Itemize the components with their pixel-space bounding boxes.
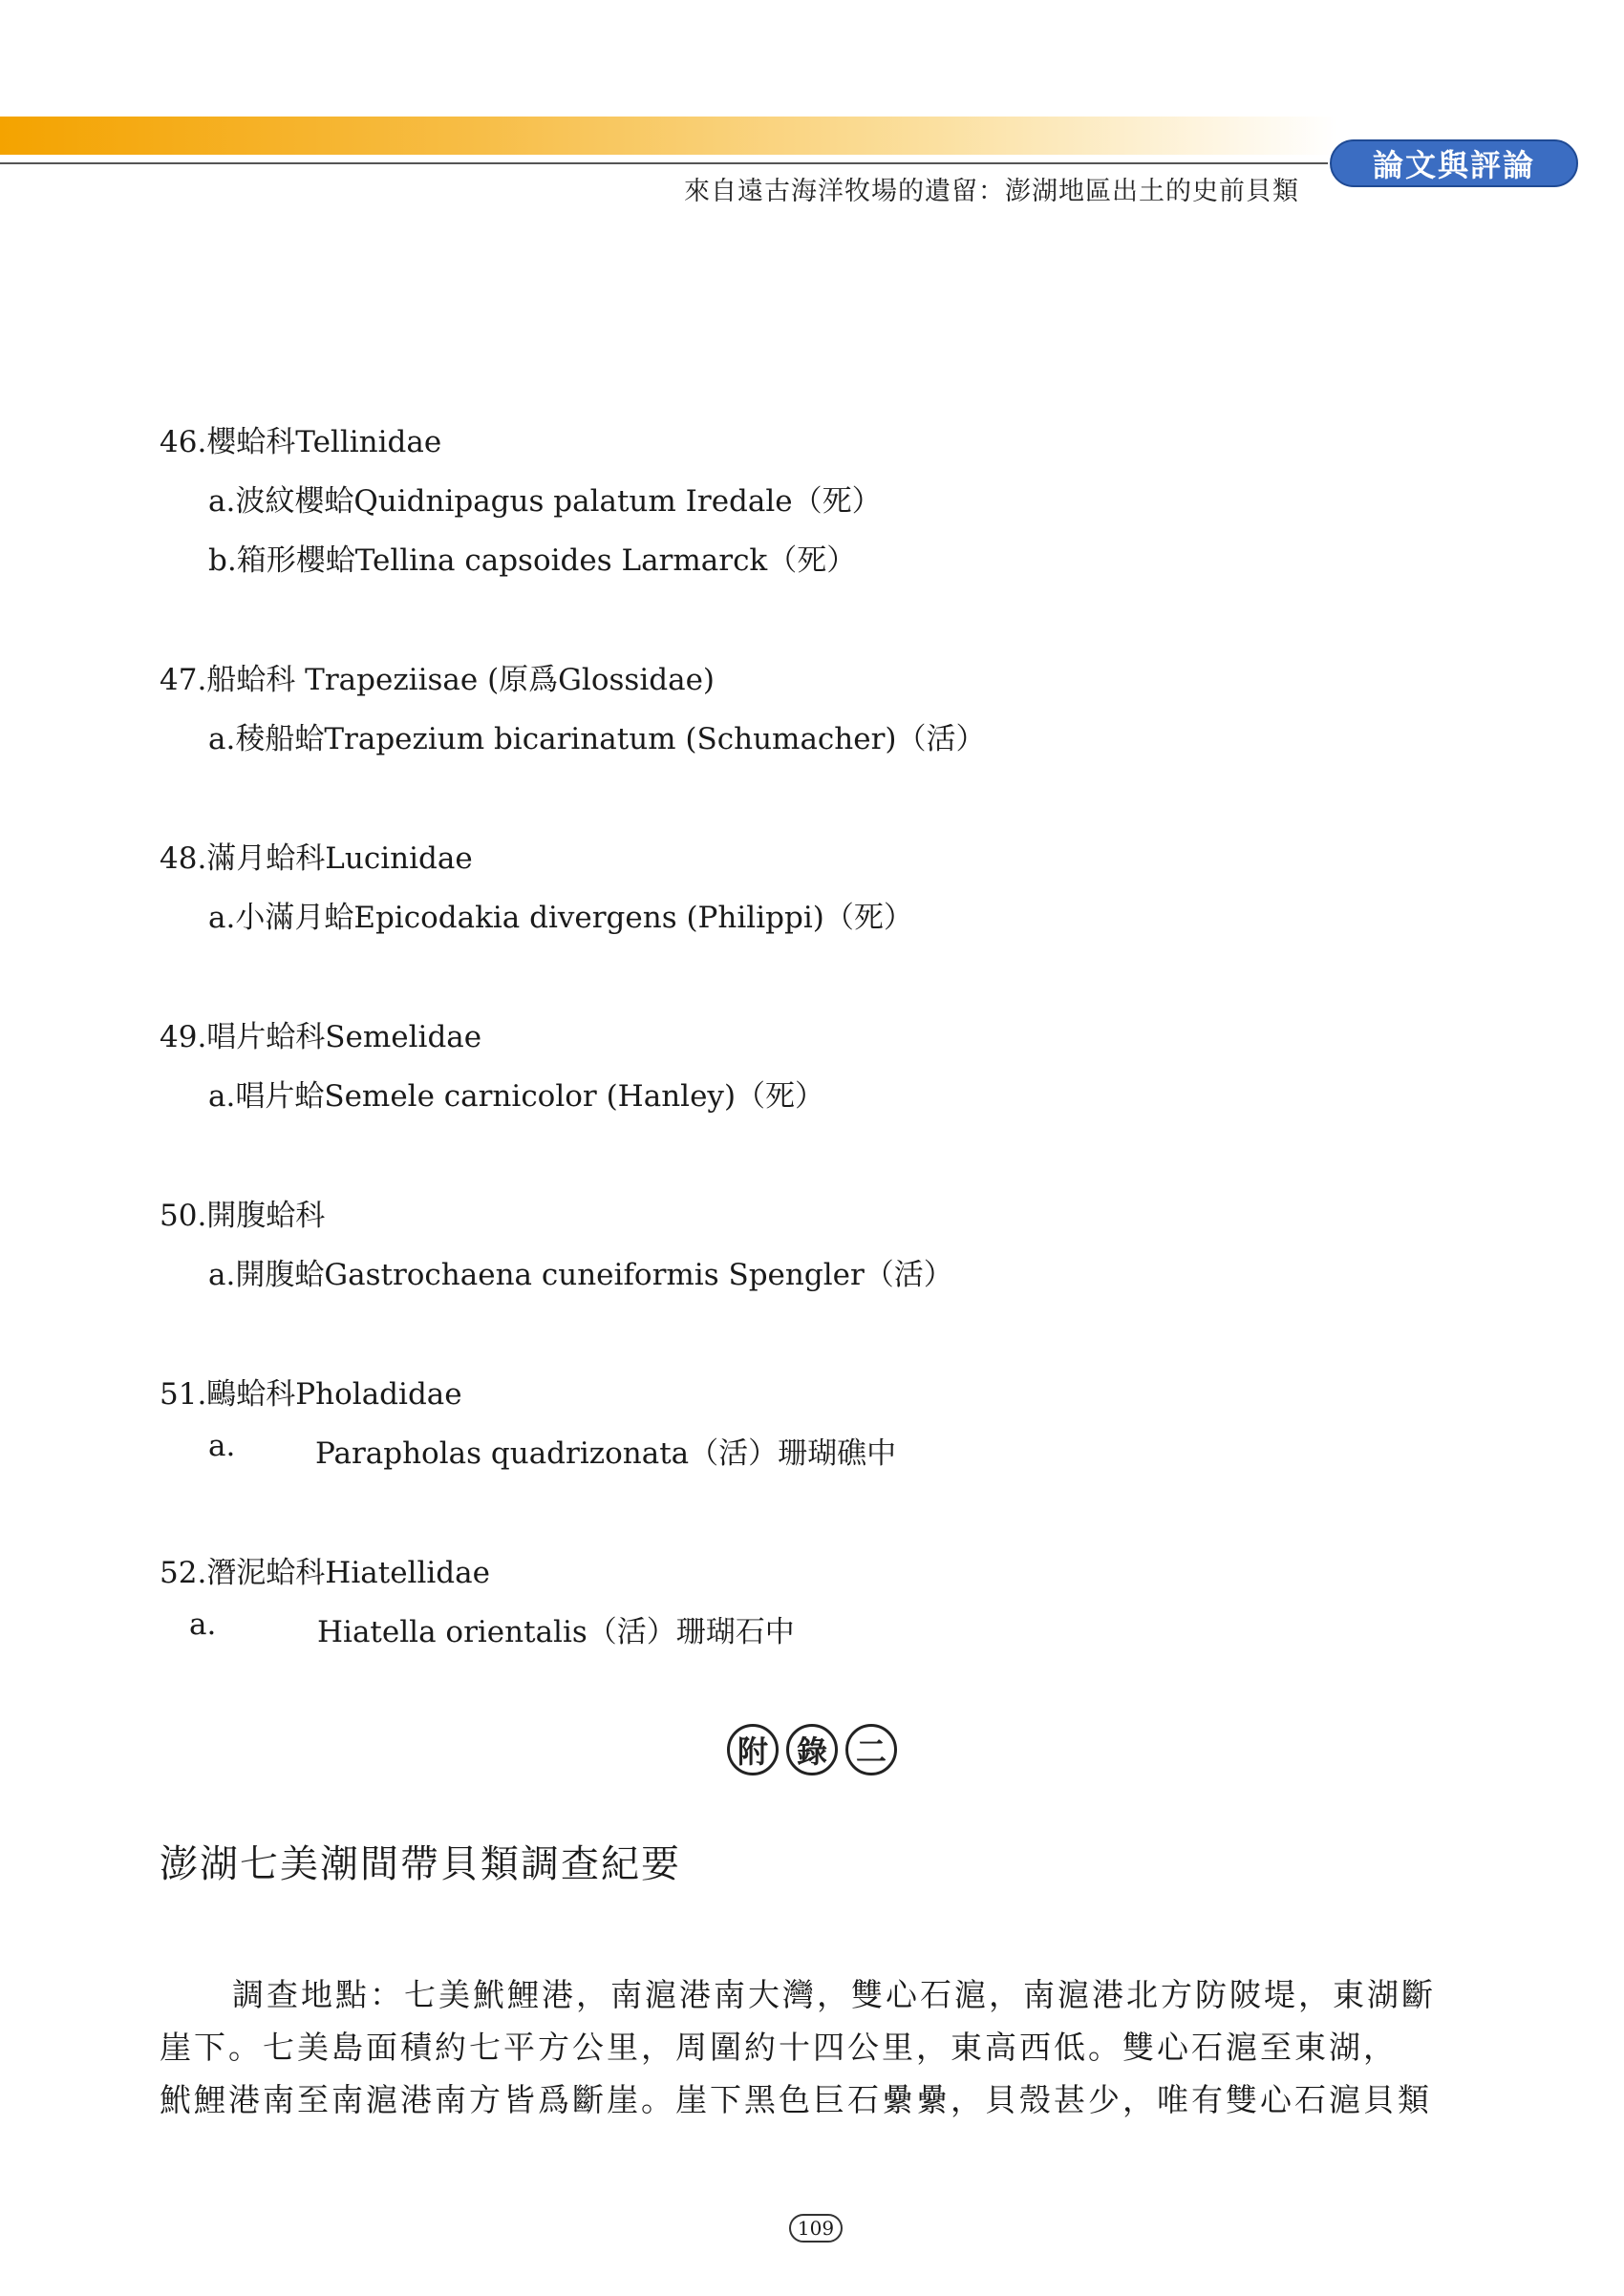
- section-badge: 論文與評論: [1330, 139, 1578, 187]
- appendix-char: 錄: [786, 1724, 838, 1775]
- species-entry: a.唱片蛤Semele carnicolor (Hanley)（死）: [208, 1079, 825, 1114]
- family-heading-50: 50.開腹蛤科: [160, 1199, 326, 1233]
- species-entry: a.稜船蛤Trapezium bicarinatum (Schumacher)（活）: [208, 722, 986, 756]
- species-entry: Parapholas quadrizonata（活）珊瑚礁中: [315, 1436, 897, 1471]
- family-heading-47: 47.船蛤科 Trapeziisae (原爲Glossidae): [160, 663, 716, 697]
- species-marker: a.: [208, 1429, 236, 1463]
- paragraph-line: 鮘鯉港南至南滬港南方皆爲斷崖。崖下黑色巨石纍纍，貝殼甚少，唯有雙心石滬貝類: [160, 2081, 1432, 2118]
- appendix-char: 附: [727, 1724, 779, 1775]
- species-entry: b.箱形櫻蛤Tellina capsoides Larmarck（死）: [208, 543, 857, 578]
- family-heading-46: 46.櫻蛤科Tellinidae: [160, 425, 442, 459]
- section-title: 澎湖七美潮間帶貝類調查紀要: [160, 1842, 681, 1886]
- species-entry: a.波紋櫻蛤Quidnipagus palatum Iredale（死）: [208, 484, 882, 519]
- species-entry: a.小滿月蛤Epicodakia divergens (Philippi)（死）: [208, 901, 913, 935]
- family-heading-52: 52.潛泥蛤科Hiatellidae: [160, 1556, 490, 1590]
- species-marker: a.: [189, 1607, 217, 1642]
- header-rule: [0, 162, 1328, 164]
- paragraph-line: 調查地點：七美鮘鯉港，南滬港南大灣，雙心石滬，南滬港北方防陂堤，東湖斷: [232, 1976, 1436, 2013]
- species-entry: a.開腹蛤Gastrochaena cuneiformis Spengler（活）: [208, 1258, 953, 1292]
- family-heading-48: 48.滿月蛤科Lucinidae: [160, 841, 473, 876]
- header-color-bar: [0, 117, 1337, 155]
- running-header-title: 來自遠古海洋牧場的遺留：澎湖地區出土的史前貝類: [684, 177, 1299, 206]
- appendix-char: 二: [845, 1724, 897, 1775]
- family-heading-51: 51.鷗蛤科Pholadidae: [160, 1377, 462, 1412]
- page-number: 109: [789, 2214, 843, 2243]
- appendix-heading: [0, 1724, 1624, 1775]
- species-entry: Hiatella orientalis（活）珊瑚石中: [317, 1615, 795, 1649]
- paragraph-line: 崖下。七美島面積約七平方公里，周圍約十四公里，東高西低。雙心石滬至東湖，: [160, 2029, 1398, 2066]
- family-heading-49: 49.唱片蛤科Semelidae: [160, 1020, 482, 1054]
